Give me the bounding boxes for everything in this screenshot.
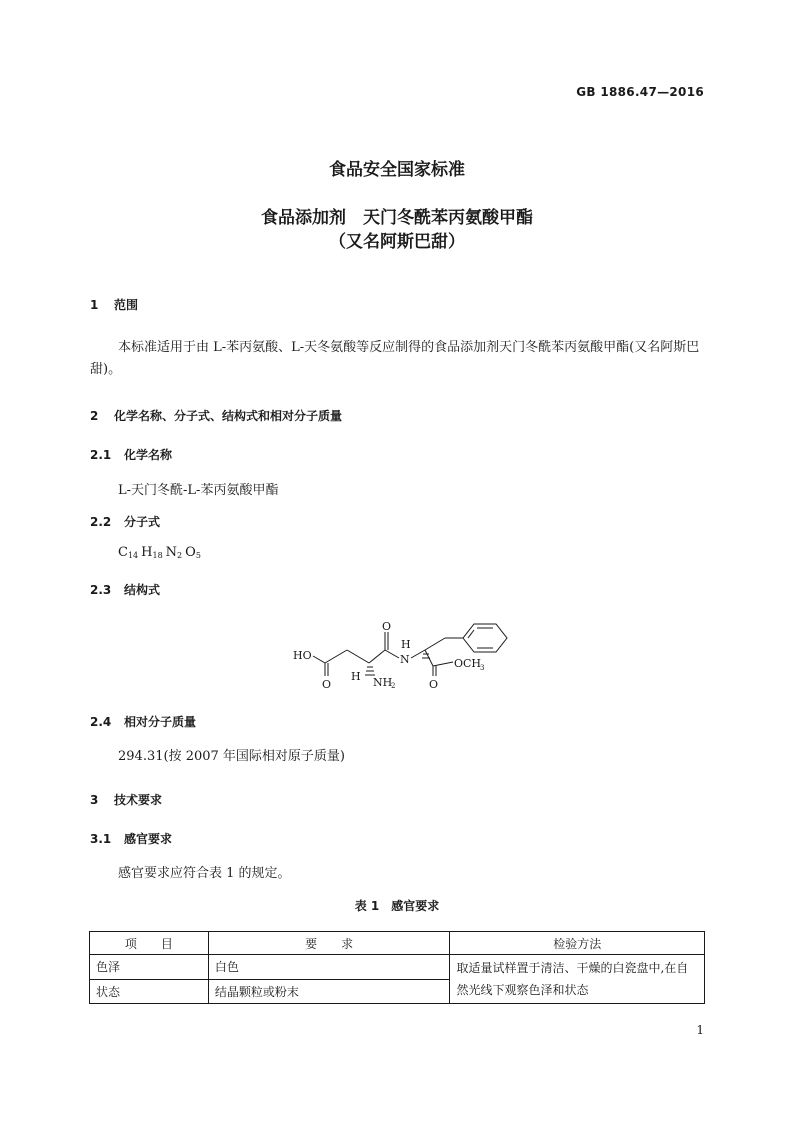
label-och3: OCH: [454, 657, 482, 670]
section-title: 相对分子质量: [124, 715, 197, 729]
formula-o: O: [185, 545, 196, 560]
doc-title-alias: （又名阿斯巴甜）: [329, 232, 465, 252]
label-o-ester: O: [429, 678, 439, 691]
section-2-4-heading: [90, 713, 196, 730]
section-3-1-heading: [90, 830, 172, 847]
section-title: 感官要求: [124, 832, 173, 846]
section-title: 技术要求: [114, 793, 163, 807]
section-number: 3.1: [90, 832, 112, 846]
section-number: 2.3: [90, 583, 112, 597]
doc-title-main: 食品安全国家标准: [329, 160, 465, 180]
section-2-1-heading: [90, 446, 172, 463]
cell-item: 色泽: [90, 955, 209, 980]
header-item: 项 目: [90, 932, 209, 955]
section-number: 1: [90, 298, 99, 312]
label-o-amide: O: [382, 620, 392, 633]
section-number: 2.4: [90, 715, 112, 729]
section-title: 分子式: [124, 515, 161, 529]
section-2-heading: [90, 407, 342, 424]
molecular-weight: 294.31(按 2007 年国际相对原子质量): [118, 749, 345, 764]
section-title: 结构式: [124, 583, 161, 597]
structural-formula: [285, 618, 525, 698]
page-number: 1: [696, 1023, 704, 1037]
sensory-table: [89, 931, 705, 1004]
header-method: 检验方法: [450, 932, 705, 955]
label-o-carboxyl: O: [322, 678, 332, 691]
cell-requirement: 白色: [208, 955, 450, 980]
section-number: 2.2: [90, 515, 112, 529]
scope-paragraph: 本标准适用于由 L-苯丙氨酸、L-天冬氨酸等反应制得的食品添加剂天门冬酰苯丙氨酸甲酯(又名阿斯巴甜)。: [90, 340, 700, 377]
label-nh2-sub: 2: [391, 682, 396, 690]
sensory-intro: 感官要求应符合表 1 的规定。: [118, 866, 291, 881]
molecular-formula: [118, 545, 204, 560]
section-title: 化学名称: [124, 448, 173, 462]
standard-number: GB 1886.47—2016: [576, 85, 704, 99]
header-requirement: 要 求: [208, 932, 450, 955]
formula-c: C: [118, 545, 128, 560]
section-1-heading: [90, 296, 138, 313]
formula-n-count: 2: [177, 551, 183, 560]
cell-method: 取适量试样置于清洁、干燥的白瓷盘中,在自然光线下观察色泽和状态: [450, 955, 705, 1004]
chemical-name: L-天门冬酰-L-苯丙氨酸甲酯: [118, 483, 279, 498]
section-number: 2: [90, 409, 99, 423]
label-n-amide: N: [400, 653, 410, 666]
section-number: 2.1: [90, 448, 112, 462]
label-h-amide: H: [401, 638, 411, 651]
label-ho: HO: [293, 649, 312, 662]
formula-o-count: 5: [195, 551, 201, 560]
label-och3-sub: 3: [480, 664, 485, 672]
section-title: 化学名称、分子式、结构式和相对分子质量: [114, 409, 343, 423]
label-nh2: NH: [373, 676, 393, 689]
cell-item: 状态: [90, 979, 209, 1004]
section-2-3-heading: [90, 581, 160, 598]
label-h-alpha: H: [351, 670, 361, 683]
table-header-row: [90, 932, 705, 955]
formula-h-count: 18: [152, 551, 163, 560]
table-caption: 表 1 感官要求: [354, 899, 440, 913]
formula-c-count: 14: [127, 551, 139, 560]
doc-title-sub: 食品添加剂 天门冬酰苯丙氨酸甲酯: [261, 208, 533, 228]
section-number: 3: [90, 793, 99, 807]
table-row: [90, 955, 705, 980]
section-2-2-heading: [90, 513, 160, 530]
formula-h: H: [141, 545, 153, 560]
section-title: 范围: [114, 298, 139, 312]
section-3-heading: [90, 791, 162, 808]
formula-n: N: [165, 545, 178, 560]
cell-requirement: 结晶颗粒或粉末: [208, 979, 450, 1004]
